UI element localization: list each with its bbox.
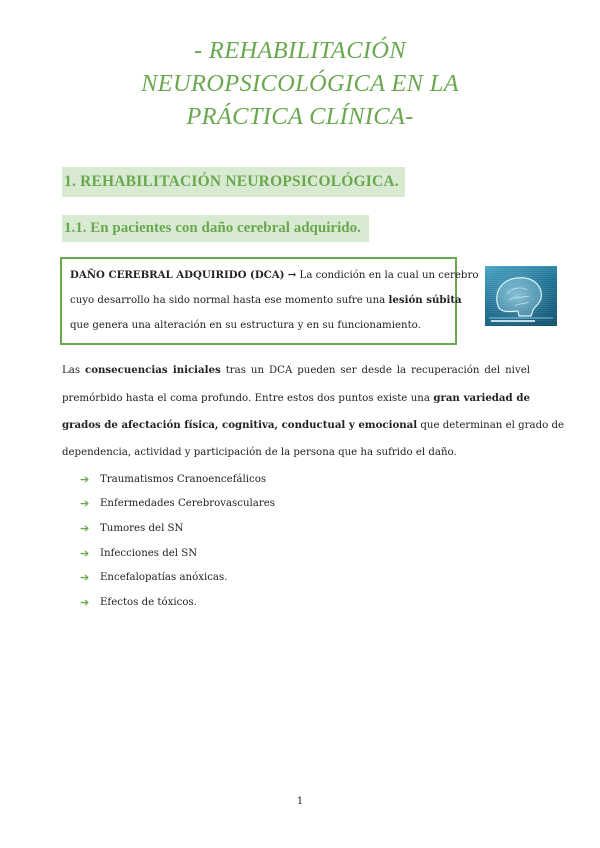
paragraph-bold-text: grados de afectación física, cognitiva, conductual y emocional [62, 419, 418, 431]
list-item-text: Enfermedades Cerebrovasculares [100, 498, 275, 510]
consequences-paragraph [62, 357, 565, 466]
paragraph-bold-text: consecuencias iniciales [85, 364, 221, 376]
title-line-1: - REHABILITACIÓN [194, 37, 406, 64]
definition-text-1: La condición en la cual un cerebro [296, 270, 479, 281]
paragraph-line-2 [62, 385, 530, 413]
list-item [80, 467, 275, 492]
arrow-right-icon: ➔ [80, 595, 90, 609]
paragraph-text: Las [62, 365, 86, 376]
paragraph-text: tras un DCA pueden ser desde la recuperación del nivel [220, 365, 530, 376]
arrow-right-icon: ➔ [80, 546, 90, 560]
paragraph-line-1 [62, 357, 530, 385]
definition-line-1 [70, 263, 479, 288]
title-line-2: NEUROPSICOLÓGICA EN LA [141, 70, 459, 97]
list-item-text: Encefalopatías anóxicas. [100, 572, 228, 584]
paragraph-text: que determinan el grado de [417, 420, 565, 431]
list-item [80, 590, 275, 615]
arrow-right-icon: ➔ [80, 571, 90, 585]
list-item-text: Infecciones del SN [100, 547, 198, 559]
section-heading-1-1: 1.1. En pacientes con daño cerebral adquirido. [62, 215, 369, 242]
paragraph-text: premórbido hasta el coma profundo. Entre estos dos puntos existe una [62, 392, 434, 404]
brain-scan-graphic [485, 266, 557, 326]
definition-text-2: cuyo desarrollo ha sido normal hasta ese momento sufre una [70, 295, 389, 306]
list-item-text: Tumores del SN [100, 522, 184, 534]
definition-box [60, 257, 479, 345]
list-item [80, 541, 275, 566]
definition-term: DAÑO CEREBRAL ADQUIRIDO (DCA) [70, 269, 285, 281]
list-item [80, 516, 275, 541]
arrow-right-icon: ➔ [80, 497, 90, 511]
arrow-right-icon: ➔ [80, 521, 90, 535]
definition-line-2 [70, 288, 462, 313]
definition-arrow-icon: → [287, 269, 297, 281]
arrow-right-icon: ➔ [80, 472, 90, 486]
list-item-text: Efectos de tóxicos. [100, 596, 197, 608]
section-heading-1: 1. REHABILITACIÓN NEUROPSICOLÓGICA. [62, 167, 405, 197]
page-number: 1 [296, 796, 304, 807]
causes-list [80, 467, 275, 615]
definition-bold-lesion: lesión súbita [388, 294, 462, 306]
list-item [80, 565, 275, 590]
document-title [60, 34, 540, 133]
paragraph-line-4: dependencia, actividad y participación de la persona que ha sufrido el daño. [62, 446, 457, 458]
brain-scan-image [485, 266, 557, 326]
title-line-3: PRÁCTICA CLÍNICA- [186, 103, 414, 130]
list-item [80, 492, 275, 517]
paragraph-line-3 [62, 412, 565, 440]
list-item-text: Traumatismos Cranoencefálicos [100, 473, 267, 485]
paragraph-bold-text: gran variedad de [433, 391, 530, 404]
definition-line-3: que genera una alteración en su estructura y en su funcionamiento. [70, 320, 421, 331]
